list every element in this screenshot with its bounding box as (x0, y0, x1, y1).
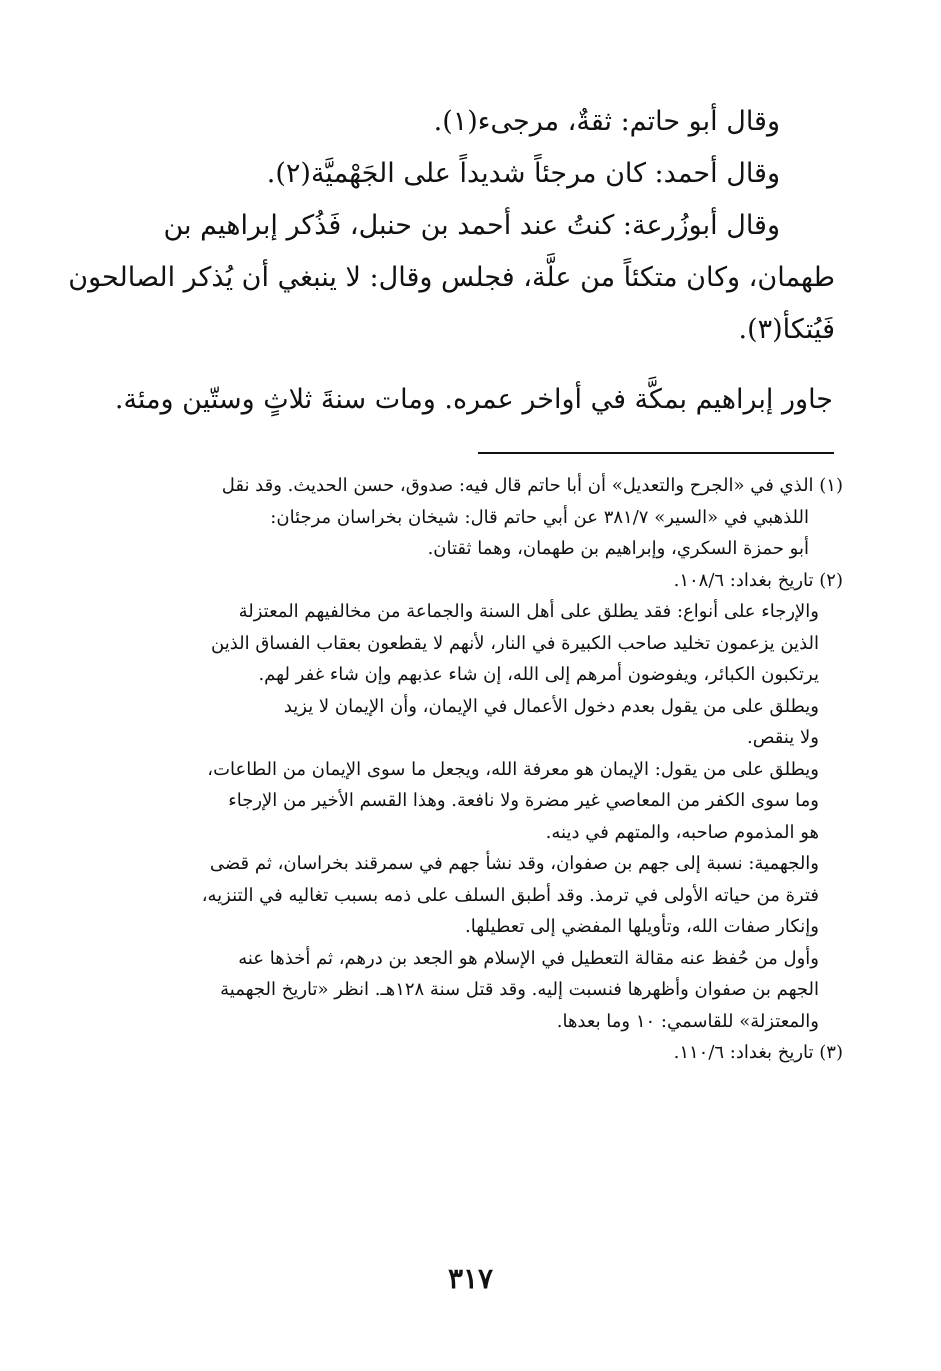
footnote-line: ولا ينقص. (747, 727, 819, 748)
footnote-2 (135, 565, 843, 597)
footnote-line: والإرجاء على أنواع: فقد يطلق على أهل السنة والجماعة من مخالفيهم المعتزلة (238, 601, 819, 622)
commentary-irja-2 (135, 691, 843, 754)
footnote-line: ويطلق على من يقول بعدم دخول الأعمال في الإيمان، وأن الإيمان لا يزيد (283, 695, 819, 717)
main-line: وقال أحمد: كان مرجئاً شديداً على الجَهْميَّة(٢). (266, 158, 780, 189)
commentary-tatil (135, 943, 843, 1038)
main-line: وقال أبو حاتم: ثقةٌ، مرجىء(١). (433, 106, 780, 137)
footnote-line: (٣) تاريخ بغداد: ١١٠/٦. (673, 1042, 843, 1063)
page-number: ٣١٧ (447, 1262, 494, 1295)
footnote-line: والجهمية: نسبة إلى جهم بن صفوان، وقد نشأ جهم في سمرقند بخراسان، ثم قضى (209, 853, 819, 874)
footnote-separator (478, 452, 834, 454)
footnote-line: (١) الذي في «الجرح والتعديل» أن أبا حاتم قال فيه: صدوق، حسن الحديث. وقد نقل (221, 475, 843, 496)
main-text (68, 96, 835, 356)
footnote-line: فترة من حياته الأولى في ترمذ. وقد أطبق السلف على ذمه بسبب تغاليه في التنزيه، (201, 884, 819, 906)
commentary-irja-3 (135, 754, 843, 849)
commentary-irja (135, 596, 843, 691)
main-paragraph-2 (114, 374, 835, 426)
footnote-3 (135, 1037, 843, 1069)
footnote-line: الجهم بن صفوان وأظهرها فنسبت إليه. وقد قتل سنة ١٢٨هـ. انظر «تاريخ الجهمية (220, 979, 819, 1000)
main-line: فَيُتكأ(٣). (738, 314, 835, 345)
footnotes (135, 470, 843, 1069)
footnote-line: والمعتزلة» للقاسمي: ١٠ وما بعدها. (556, 1010, 819, 1032)
footnote-line: ويطلق على من يقول: الإيمان هو معرفة الله، ويجعل ما سوى الإيمان من الطاعات، (207, 758, 819, 780)
commentary-jahmiyya (135, 848, 843, 943)
footnote-line: هو المذموم صاحبه، والمتهم في دينه. (545, 821, 819, 843)
main-line: جاور إبراهيم بمكَّة في أواخر عمره. ومات سنةَ ثلاثٍ وستّين ومئة. (114, 384, 833, 415)
footnote-1 (135, 470, 843, 565)
footnote-line: وأول من حُفظ عنه مقالة التعطيل في الإسلام هو الجعد بن درهم، ثم أخذها عنه (238, 947, 819, 969)
footnote-line: (٢) تاريخ بغداد: ١٠٨/٦. (673, 569, 843, 591)
footnote-line: أبو حمزة السكري، وإبراهيم بن طهمان، وهما ثقتان. (427, 538, 809, 559)
footnote-line: الذين يزعمون تخليد صاحب الكبيرة في النار، لأنهم لا يقطعون بعقاب الفساق الذين (211, 632, 819, 654)
main-line: وقال أبوزُرعة: كنتُ عند أحمد بن حنبل، فَذُكر إبراهيم بن (163, 210, 780, 241)
footnote-line: وإنكار صفات الله، وتأويلها المفضي إلى تعطيلها. (465, 916, 819, 937)
main-line: طهمان، وكان متكئاً من علَّة، فجلس وقال: لا ينبغي أن يُذكر الصالحون (68, 262, 835, 293)
footnote-line: اللذهبي في «السير» ٣٨١/٧ عن أبي حاتم قال: شيخان بخراسان مرجئان: (270, 506, 809, 528)
footnote-line: يرتكبون الكبائر، ويفوضون أمرهم إلى الله، إن شاء عذبهم وإن شاء غفر لهم. (258, 664, 819, 685)
footnote-line: وما سوى الكفر من المعاصي غير مضرة ولا نافعة. وهذا القسم الأخير من الإرجاء (228, 790, 819, 811)
